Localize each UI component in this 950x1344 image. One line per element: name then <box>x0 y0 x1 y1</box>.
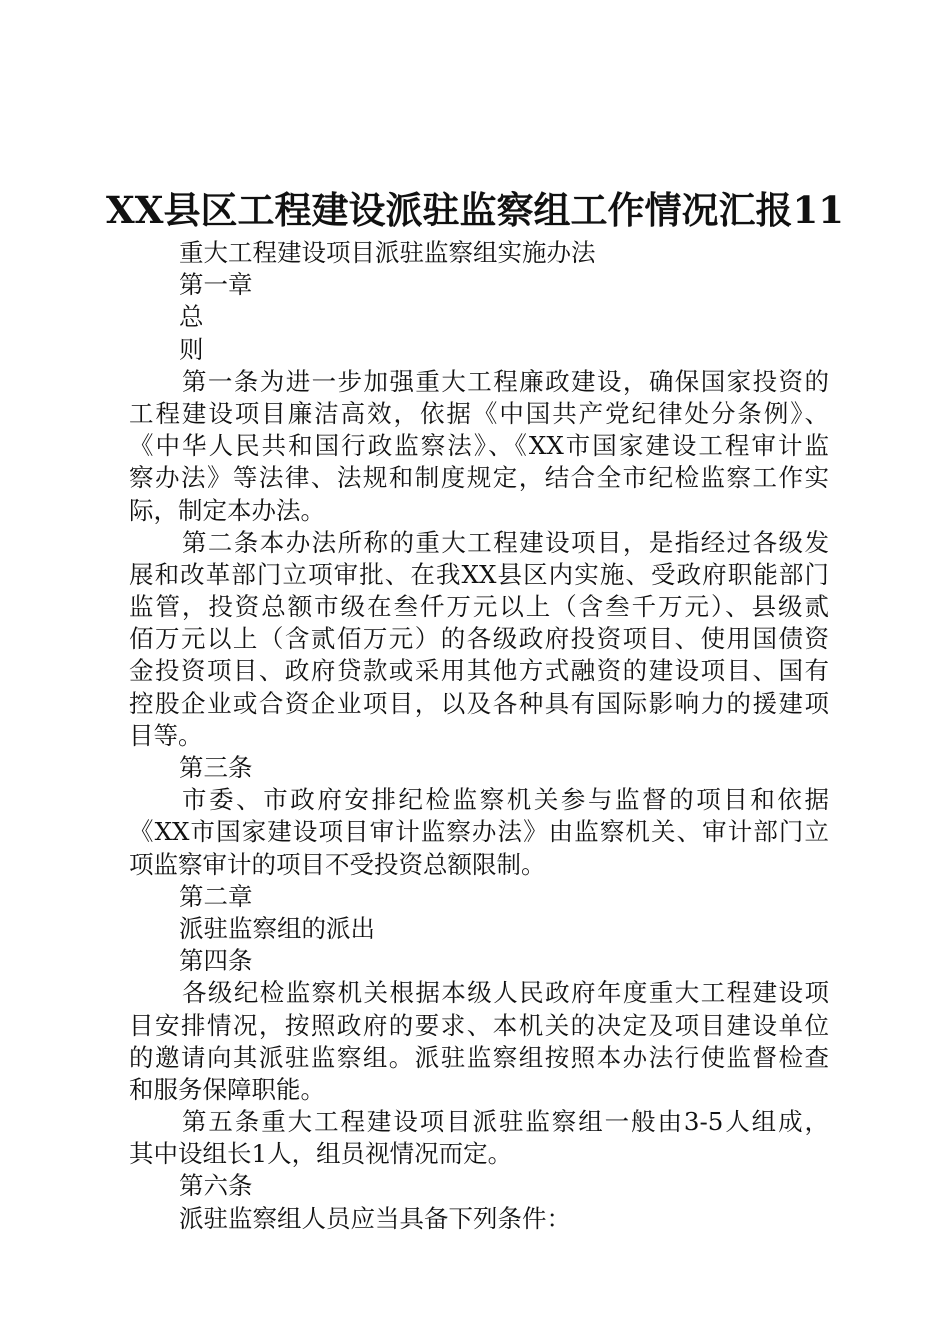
paragraph-line: 佰万元以上（含贰佰万元）的各级政府投资项目、使用国债资 <box>129 624 829 654</box>
paragraph-line: 第一条为进一步加强重大工程廉政建设，确保国家投资的 <box>182 366 829 396</box>
paragraph-line: 展和改革部门立项审批、在我XX县区内实施、受政府职能部门 <box>129 559 829 589</box>
paragraph-line: 金投资项目、政府贷款或采用其他方式融资的建设项目、国有 <box>129 656 829 686</box>
paragraph-line: 市委、市政府安排纪检监察机关参与监督的项目和依据 <box>182 785 829 815</box>
article-heading: 第六条 <box>179 1171 253 1201</box>
paragraph-line: 各级纪检监察机关根据本级人民政府年度重大工程建设项 <box>182 978 829 1008</box>
section-heading: 则 <box>179 334 204 364</box>
article-heading: 第三条 <box>179 753 253 782</box>
paragraph-line: 际，制定本办法。 <box>129 495 325 525</box>
paragraph-line: 派驻监察组人员应当具备下列条件： <box>179 1203 571 1233</box>
paragraph-line: 的邀请向其派驻监察组。派驻监察组按照本办法行使监督检查 <box>129 1042 829 1072</box>
document-body <box>129 237 829 1235</box>
paragraph-line: 和服务保障职能。 <box>129 1074 325 1104</box>
chapter-heading: 第二章 <box>179 881 253 911</box>
paragraph-line: 第五条重大工程建设项目派驻监察组一般由3-5人组成， <box>182 1107 829 1137</box>
subtitle: 重大工程建设项目派驻监察组实施办法 <box>179 238 596 267</box>
document-title: XX县区工程建设派驻监察组工作情况汇报11 <box>106 188 844 232</box>
article-heading: 第四条 <box>179 946 253 976</box>
paragraph-line: 项监察审计的项目不受投资总额限制。 <box>129 849 546 879</box>
section-heading: 总 <box>179 302 204 332</box>
paragraph-line: 工程建设项目廉洁高效，依据《中国共产党纪律处分条例》、 <box>129 398 829 428</box>
paragraph-line: 《XX市国家建设项目审计监察办法》由监察机关、审计部门立 <box>129 817 829 847</box>
paragraph-line: 目等。 <box>129 720 203 750</box>
chapter-subtitle: 派驻监察组的派出 <box>179 913 375 943</box>
paragraph-line: 第二条本办法所称的重大工程建设项目，是指经过各级发 <box>182 527 829 557</box>
chapter-heading: 第一章 <box>179 270 253 300</box>
paragraph-line: 察办法》等法律、法规和制度规定，结合全市纪检监察工作实 <box>129 463 829 493</box>
paragraph-line: 其中设组长1人，组员视情况而定。 <box>129 1139 513 1169</box>
paragraph-line: 目安排情况，按照政府的要求、本机关的决定及项目建设单位 <box>129 1010 829 1040</box>
paragraph-line: 控股企业或合资企业项目，以及各种具有国际影响力的援建项 <box>129 688 829 718</box>
paragraph-line: 监管，投资总额市级在叁仟万元以上（含叁千万元）、县级贰 <box>129 592 829 622</box>
paragraph-line: 《中华人民共和国行政监察法》、《XX市国家建设工程审计监 <box>129 431 829 461</box>
